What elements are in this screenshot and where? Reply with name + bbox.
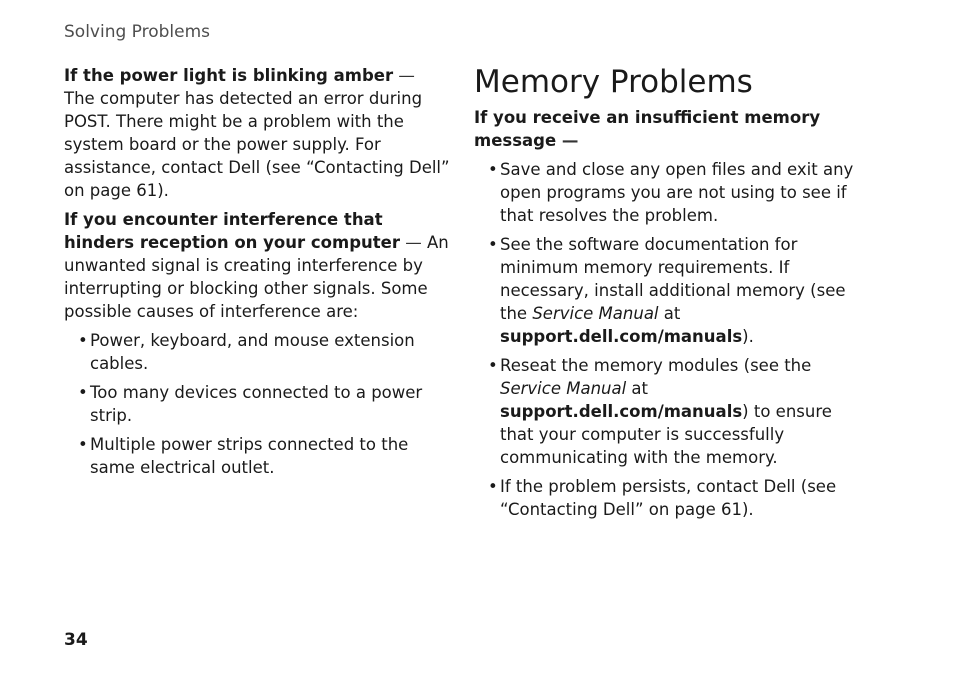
list-item (474, 475, 854, 521)
list-item (64, 381, 450, 427)
list-item-text: Too many devices connected to a power strip. (90, 383, 423, 425)
list-item-text: Power, keyboard, and mouse extension cables. (90, 331, 415, 373)
list-item-text: ) to ensure that your computer is successfully communicating with the memory. (500, 402, 832, 467)
list-item-text: If the problem persists, contact Dell (see “Contacting Dell” on page 61). (500, 477, 837, 519)
interference-paragraph (64, 208, 450, 323)
right-column (474, 64, 854, 527)
list-item-text: Reseat the memory modules (see the (500, 356, 812, 375)
memory-subhead-text: If you receive an insufficient memory message (474, 108, 821, 150)
list-item-text: Save and close any open files and exit any open programs you are not using to see if that resolves the problem. (500, 160, 854, 225)
support-url: support.dell.com/manuals (500, 402, 743, 421)
manual-title: Service Manual (500, 379, 627, 398)
section-title: Memory Problems (474, 64, 753, 100)
support-url: support.dell.com/manuals (500, 327, 743, 346)
interference-text: An unwanted signal is creating interference by interrupting or blocking other signals. Some possible causes of interference are: (64, 233, 449, 321)
memory-steps-list (474, 158, 854, 521)
list-item-text: at (626, 379, 649, 398)
list-item (474, 233, 854, 348)
bullet-icon: • (488, 160, 498, 179)
em-dash: — (393, 66, 415, 85)
em-dash: — (399, 233, 427, 252)
list-item-text: See the software documentation for minimum memory requirements. If necessary, install additional memory (see the (500, 235, 846, 323)
bullet-icon: • (488, 477, 498, 496)
power-light-text: The computer has detected an error during POST. There might be a problem with the system board or the power supply. For assistance, contact Dell (see “Contacting Dell” on page 61). (64, 89, 450, 200)
page-number: 34 (64, 630, 88, 650)
bullet-icon: • (488, 235, 498, 254)
em-dash: — (556, 131, 579, 150)
list-item-text: Multiple power strips connected to the same electrical outlet. (90, 435, 409, 477)
list-item-text: at (658, 304, 681, 323)
bullet-icon: • (488, 356, 498, 375)
list-item-text: ). (742, 327, 754, 346)
interference-lead: If you encounter interference that hinders reception on your computer (64, 210, 400, 252)
interference-causes-list (64, 329, 450, 479)
bullet-icon: • (78, 331, 88, 350)
memory-subhead (474, 106, 854, 152)
list-item (64, 433, 450, 479)
bullet-icon: • (78, 383, 88, 402)
power-light-lead: If the power light is blinking amber (64, 66, 394, 85)
manual-title: Service Manual (532, 304, 659, 323)
power-light-paragraph (64, 64, 450, 202)
running-head: Solving Problems (64, 22, 211, 42)
bullet-icon: • (78, 435, 88, 454)
list-item (474, 158, 854, 227)
list-item (64, 329, 450, 375)
list-item (474, 354, 854, 469)
left-column (64, 64, 450, 485)
